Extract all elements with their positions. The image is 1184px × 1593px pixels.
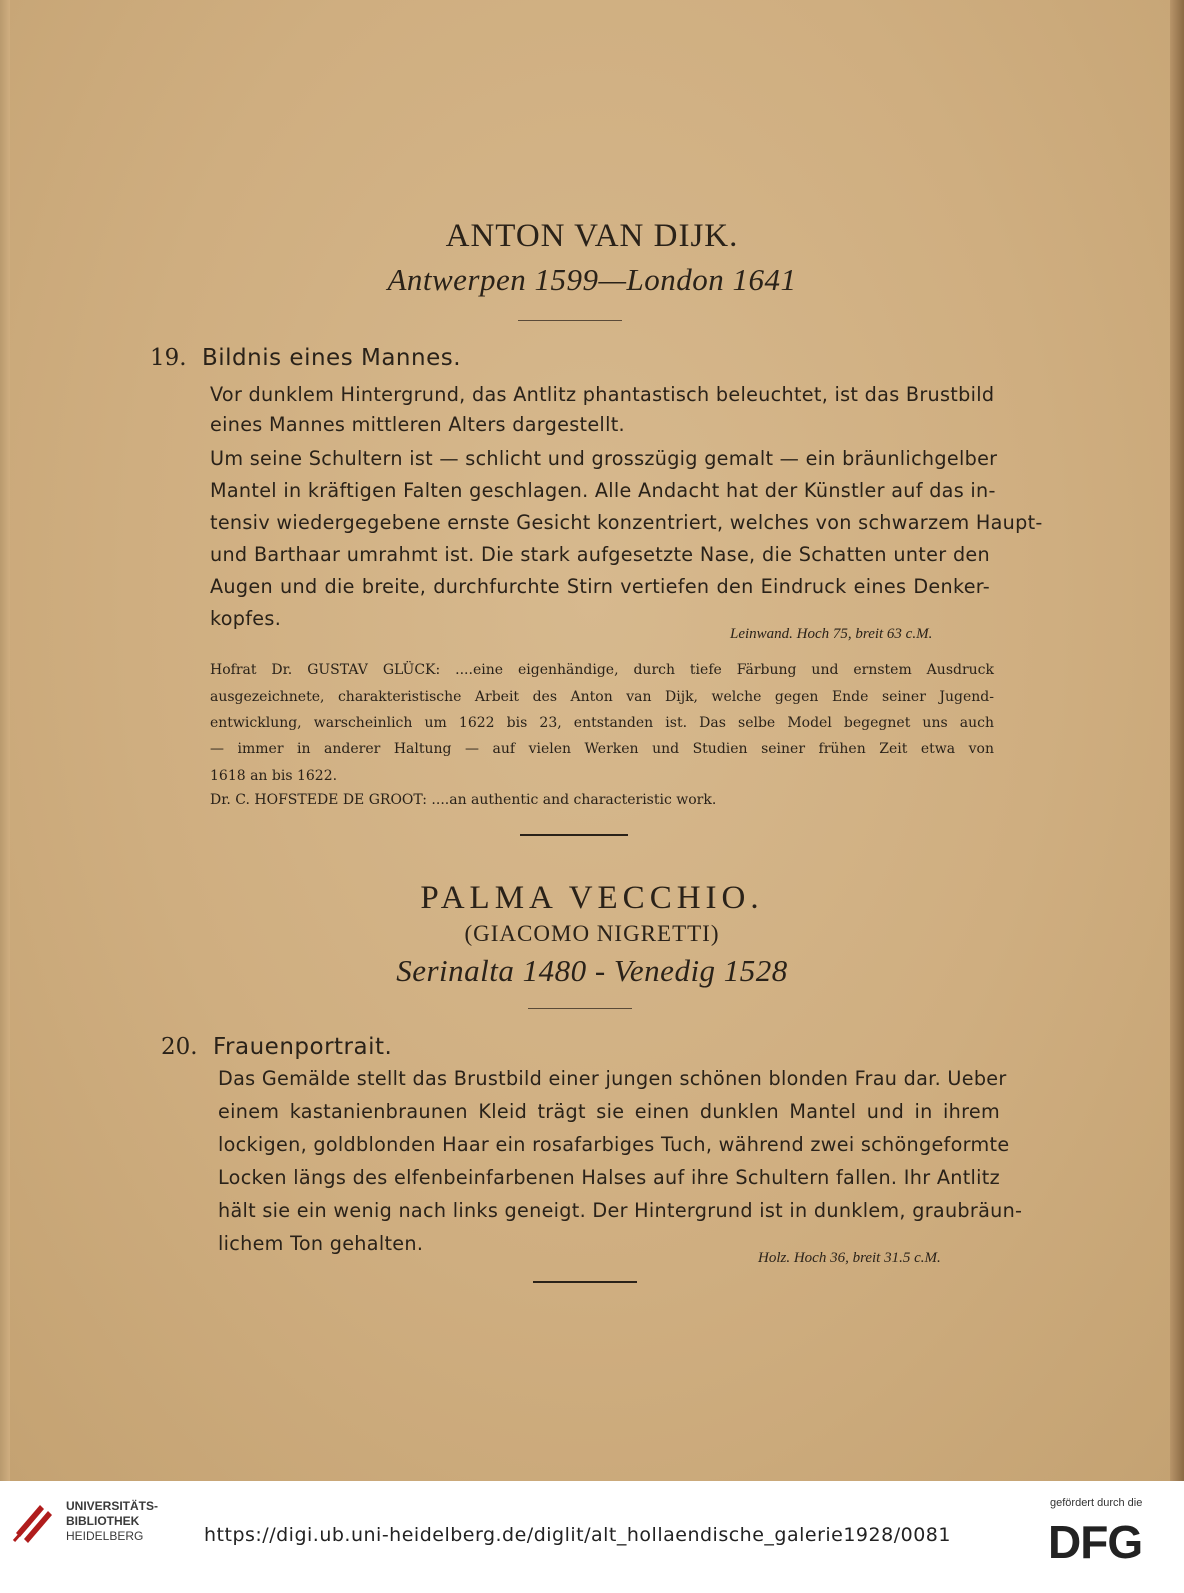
description-line: hält sie ein wenig nach links geneigt. Der Hintergrund ist in dunklem, graubräun- [218,1199,1023,1222]
description-line: tensiv wiedergegebene ernste Gesicht konzentriert, welches von schwarzem Haupt- [210,511,1043,534]
artist-dates-van-dijk: Antwerpen 1599—London 1641 [387,262,797,297]
item-title-20: Frauenportrait. [213,1034,393,1060]
description-line: lockigen, goldblonden Haar ein rosafarbiges Tuch, während zwei schöngeformte [218,1133,1010,1156]
expert-opinion-line: — immer in anderer Haltung — auf vielen Werken und Studien seiner frühen Zeit etwa von [210,741,994,757]
expert-opinion-line: Dr. C. HOFSTEDE DE GROOT: ....an authentic and characteristic work. [210,792,717,808]
university-library-logo-icon [10,1497,58,1545]
viewer-footer [0,1481,1184,1593]
dfg-logo: DFG [1048,1516,1143,1568]
artist-alias: (GIACOMO NIGRETTI) [464,921,720,946]
dimensions-19: Leinwand. Hoch 75, breit 63 c.M. [730,626,933,642]
item-number-19: 19. [150,345,187,371]
description-line: Um seine Schultern ist — schlicht und grosszügig gemalt — ein bräunlichgelber [210,447,998,470]
divider [528,1008,632,1009]
library-name-line: BIBLIOTHEK [66,1514,140,1528]
description-line: Mantel in kräftigen Falten geschlagen. Alle Andacht hat der Künstler auf das in- [210,479,996,502]
description-line: Locken längs des elfenbeinfarbenen Halses auf ihre Schultern fallen. Ihr Antlitz [218,1166,1000,1189]
funding-note: gefördert durch die [1050,1497,1143,1509]
description-line: kopfes. [210,607,282,630]
permalink-url[interactable]: https://digi.ub.uni-heidelberg.de/diglit/alt_hollaendische_galerie1928/0081 [204,1524,951,1546]
artist-heading-palma-vecchio: PALMA VECCHIO. [420,880,764,916]
expert-opinion-line: ausgezeichnete, charakteristische Arbeit des Anton van Dijk, welche gegen Ende seiner Jugend- [210,689,994,705]
description-line: Das Gemälde stellt das Brustbild einer jungen schönen blonden Frau dar. Ueber [218,1067,1007,1090]
dimensions-20: Holz. Hoch 36, breit 31.5 c.M. [758,1250,941,1266]
item-number-20: 20. [161,1034,198,1060]
description-line: eines Mannes mittleren Alters dargestellt. [210,413,625,436]
artist-heading-van-dijk: ANTON VAN DIJK. [445,218,739,254]
divider [518,320,622,321]
description-line: und Barthaar umrahmt ist. Die stark aufgesetzte Nase, die Schatten unter den [210,543,990,566]
item-title-19: Bildnis eines Mannes. [202,345,462,371]
artist-dates-palma-vecchio: Serinalta 1480 - Venedig 1528 [396,953,788,988]
description-line: einem kastanienbraunen Kleid trägt sie einen dunklen Mantel und in ihrem [218,1100,1000,1123]
description-line: Vor dunklem Hintergrund, das Antlitz phantastisch beleuchtet, ist das Brustbild [210,383,995,406]
library-name-line: UNIVERSITÄTS- [66,1499,159,1513]
library-name-line: HEIDELBERG [66,1529,144,1543]
description-line: Augen und die breite, durchfurchte Stirn vertiefen den Eindruck eines Denker- [210,575,990,598]
expert-opinion-line: entwicklung, warscheinlich um 1622 bis 23, entstanden ist. Das selbe Model begegnet uns auch [210,715,994,731]
expert-opinion-line: Hofrat Dr. GUSTAV GLÜCK: ....eine eigenhändige, durch tiefe Färbung und ernstem Ausdruck [210,662,994,678]
expert-opinion-line: 1618 an bis 1622. [210,768,338,784]
end-divider [533,1281,637,1283]
section-divider [520,834,628,836]
description-line: lichem Ton gehalten. [218,1232,424,1255]
